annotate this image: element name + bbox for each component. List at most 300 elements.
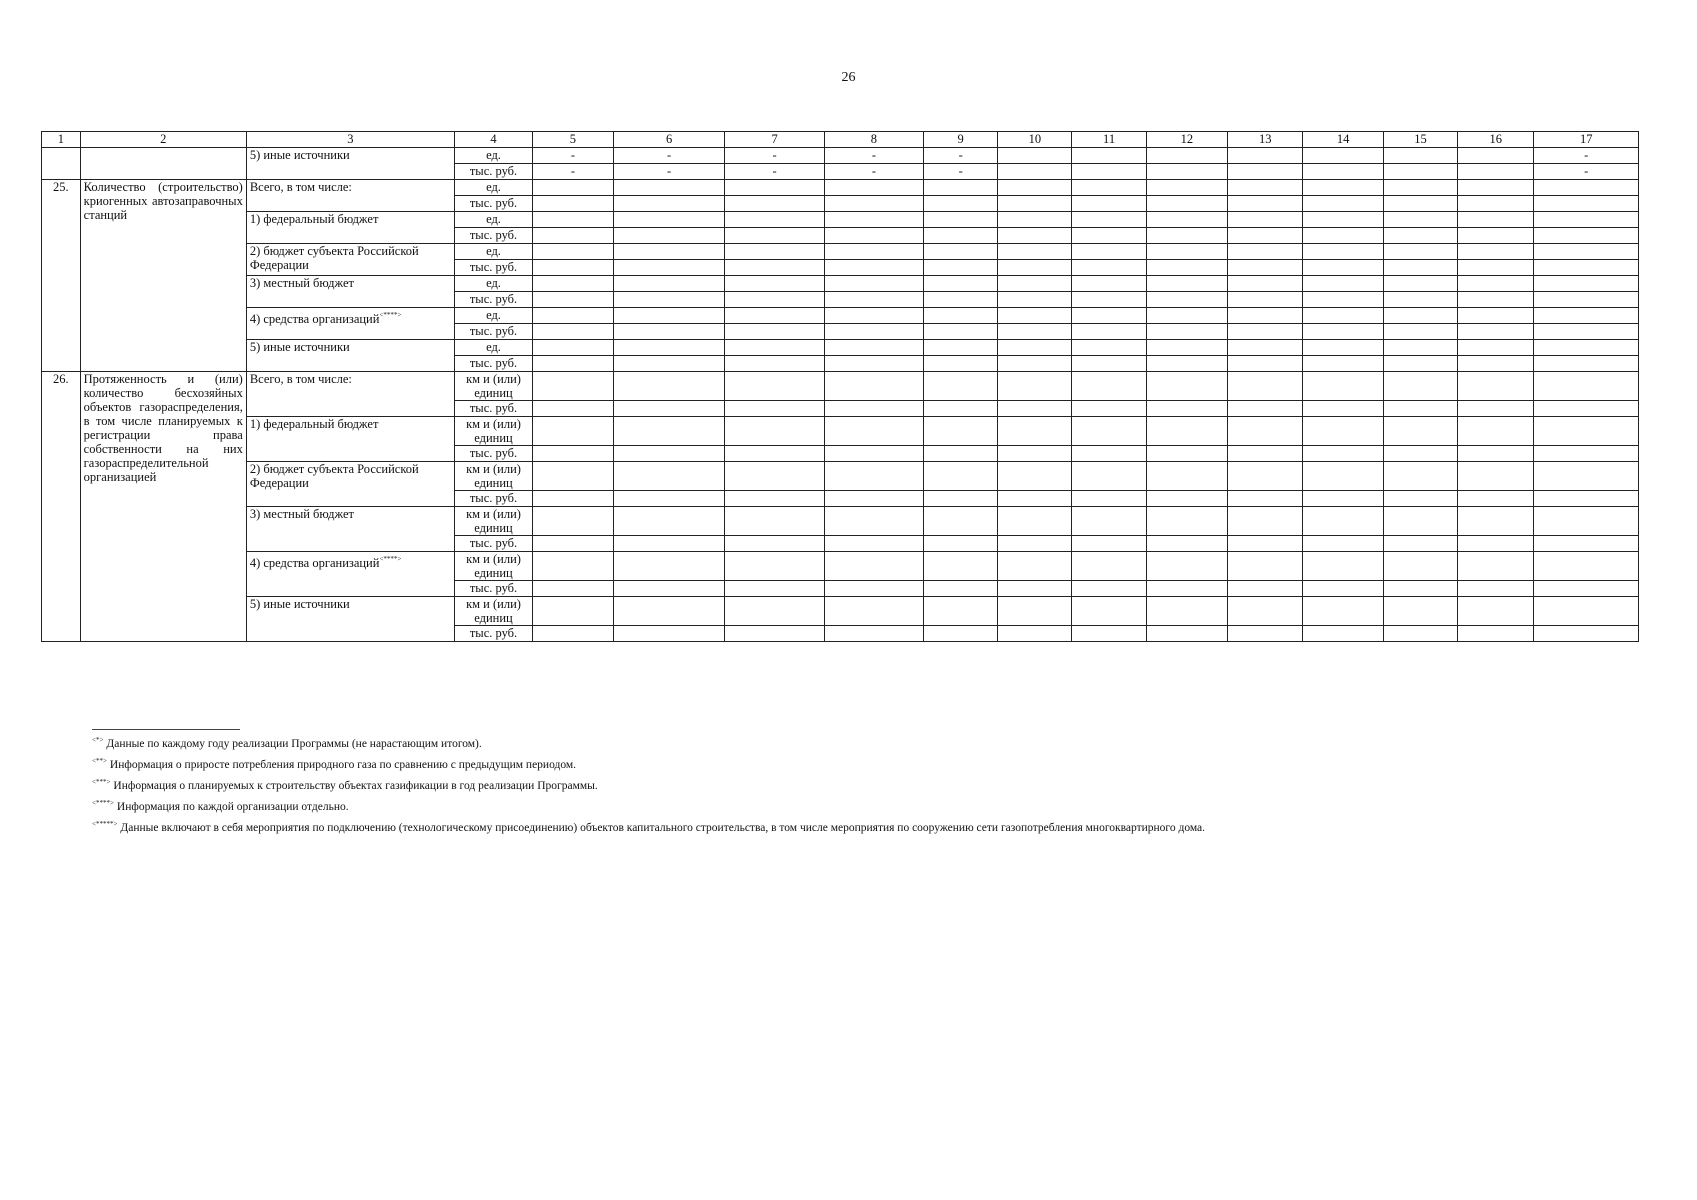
value-cell [1458, 276, 1534, 292]
value-cell [1534, 462, 1639, 491]
value-cell [1383, 597, 1457, 626]
indicator-name-cell: Протяженность и (или) количество бесхозяйных объектов газораспределения, в том числе планируемых к регистрации права собственности на них газораспределительной организацией [80, 372, 246, 642]
value-cell [725, 324, 824, 340]
value-cell [1303, 340, 1383, 356]
value-cell [1534, 324, 1639, 340]
funding-source-cell [246, 597, 454, 642]
value-cell [1303, 446, 1383, 462]
value-cell [924, 260, 998, 276]
value-cell [1146, 212, 1228, 228]
value-cell [613, 446, 725, 462]
footnote [92, 816, 1205, 837]
funding-source-label: Всего, в том числе: [249, 180, 352, 194]
footnote-text: Информация о планируемых к строительству объектах газификации в год реализации Программы. [113, 780, 598, 792]
value-cell [1303, 401, 1383, 417]
footnotes [92, 732, 1205, 837]
footnote-mark: <*****> [92, 820, 118, 828]
unit-cell: км и (или) единиц [454, 507, 532, 536]
value-cell [824, 401, 923, 417]
value-cell [824, 462, 923, 491]
column-header: 14 [1303, 132, 1383, 148]
value-cell [924, 292, 998, 308]
value-cell [1303, 491, 1383, 507]
value-cell [1383, 164, 1457, 180]
value-cell [998, 148, 1072, 164]
value-cell [1383, 292, 1457, 308]
value-cell [1146, 196, 1228, 212]
table-row [42, 340, 1639, 356]
value-cell [1303, 244, 1383, 260]
value-cell [924, 507, 998, 536]
column-header: 2 [80, 132, 246, 148]
unit-cell: тыс. руб. [454, 292, 532, 308]
value-cell [1072, 196, 1146, 212]
value-cell [1146, 507, 1228, 536]
value-cell [1072, 292, 1146, 308]
value-cell [1072, 148, 1146, 164]
value-cell [1303, 260, 1383, 276]
value-cell [1072, 164, 1146, 180]
value-cell [824, 417, 923, 446]
value-cell: - [824, 148, 923, 164]
table-row [42, 462, 1639, 491]
value-cell [725, 228, 824, 244]
value-cell [1458, 244, 1534, 260]
value-cell [613, 626, 725, 642]
value-cell [1146, 164, 1228, 180]
value-cell [1458, 292, 1534, 308]
value-cell [1383, 260, 1457, 276]
value-cell [1303, 552, 1383, 581]
value-cell [613, 552, 725, 581]
value-cell [1383, 340, 1457, 356]
value-cell [998, 260, 1072, 276]
value-cell [1146, 228, 1228, 244]
unit-cell: ед. [454, 340, 532, 356]
column-header: 10 [998, 132, 1072, 148]
value-cell [1534, 244, 1639, 260]
value-cell [613, 581, 725, 597]
value-cell [1228, 507, 1303, 536]
value-cell [533, 228, 613, 244]
value-cell [1383, 148, 1457, 164]
footnote-text: Информация по каждой организации отдельно. [116, 801, 349, 813]
unit-cell: тыс. руб. [454, 446, 532, 462]
value-cell [533, 308, 613, 324]
value-cell [924, 401, 998, 417]
value-cell [1383, 491, 1457, 507]
value-cell [924, 180, 998, 196]
value-cell [998, 626, 1072, 642]
funding-source-label: 1) федеральный бюджет [249, 212, 379, 226]
table-row [42, 212, 1639, 228]
value-cell [998, 581, 1072, 597]
value-cell [924, 491, 998, 507]
value-cell [1146, 324, 1228, 340]
value-cell [1072, 276, 1146, 292]
footnote [92, 732, 1205, 753]
value-cell [1228, 462, 1303, 491]
value-cell [924, 212, 998, 228]
value-cell [824, 276, 923, 292]
indicator-name-cell [80, 148, 246, 180]
value-cell [1303, 356, 1383, 372]
value-cell [998, 417, 1072, 446]
value-cell [998, 164, 1072, 180]
value-cell: - [725, 164, 824, 180]
value-cell [1458, 372, 1534, 401]
value-cell [1383, 417, 1457, 446]
value-cell [1146, 491, 1228, 507]
unit-cell: ед. [454, 212, 532, 228]
unit-cell: тыс. руб. [454, 581, 532, 597]
value-cell [1383, 446, 1457, 462]
value-cell [1072, 244, 1146, 260]
value-cell [1072, 180, 1146, 196]
value-cell [924, 446, 998, 462]
row-number-cell: 26. [42, 372, 81, 642]
value-cell [1228, 372, 1303, 401]
value-cell [824, 597, 923, 626]
funding-source-label: 4) средства организаций [249, 556, 380, 570]
value-cell [613, 507, 725, 536]
value-cell [1383, 372, 1457, 401]
value-cell [613, 401, 725, 417]
value-cell [725, 356, 824, 372]
column-number-row [42, 132, 1639, 148]
funding-source-cell: 5) иные источники [246, 148, 454, 180]
value-cell [1383, 212, 1457, 228]
value-cell [1303, 148, 1383, 164]
value-cell [1458, 446, 1534, 462]
value-cell [1146, 292, 1228, 308]
unit-cell: ед. [454, 276, 532, 292]
row-number-cell [42, 148, 81, 180]
value-cell [1072, 228, 1146, 244]
column-header: 6 [613, 132, 725, 148]
value-cell [998, 180, 1072, 196]
value-cell [533, 581, 613, 597]
value-cell [1534, 340, 1639, 356]
value-cell [1458, 324, 1534, 340]
value-cell [533, 324, 613, 340]
value-cell [613, 462, 725, 491]
funding-source-label: 3) местный бюджет [249, 507, 354, 521]
value-cell [1458, 196, 1534, 212]
value-cell [824, 536, 923, 552]
table-row [42, 597, 1639, 626]
program-indicators-table [41, 131, 1639, 642]
value-cell [998, 212, 1072, 228]
unit-cell: тыс. руб. [454, 401, 532, 417]
value-cell [1534, 212, 1639, 228]
unit-cell: км и (или) единиц [454, 462, 532, 491]
value-cell [1228, 552, 1303, 581]
funding-source-cell [246, 212, 454, 244]
value-cell: - [533, 148, 613, 164]
value-cell [924, 276, 998, 292]
value-cell [1228, 597, 1303, 626]
value-cell [533, 597, 613, 626]
value-cell [1534, 292, 1639, 308]
value-cell [613, 597, 725, 626]
column-header: 1 [42, 132, 81, 148]
value-cell [1383, 324, 1457, 340]
value-cell [533, 292, 613, 308]
value-cell [1383, 228, 1457, 244]
value-cell [1072, 401, 1146, 417]
value-cell [533, 401, 613, 417]
value-cell [924, 196, 998, 212]
value-cell [1228, 212, 1303, 228]
value-cell [824, 372, 923, 401]
value-cell [1303, 228, 1383, 244]
value-cell [725, 292, 824, 308]
value-cell [824, 292, 923, 308]
value-cell [1534, 260, 1639, 276]
column-header: 11 [1072, 132, 1146, 148]
value-cell [1072, 340, 1146, 356]
value-cell [1458, 340, 1534, 356]
value-cell [924, 581, 998, 597]
value-cell [725, 536, 824, 552]
funding-source-cell [246, 308, 454, 340]
value-cell [1303, 292, 1383, 308]
value-cell [824, 244, 923, 260]
value-cell [824, 324, 923, 340]
value-cell [998, 228, 1072, 244]
value-cell [924, 372, 998, 401]
value-cell [1228, 340, 1303, 356]
funding-source-cell [246, 552, 454, 597]
unit-cell: км и (или) единиц [454, 372, 532, 401]
value-cell [613, 536, 725, 552]
table-row [42, 552, 1639, 581]
value-cell [533, 536, 613, 552]
footnote [92, 795, 1205, 816]
value-cell [1458, 581, 1534, 597]
value-cell [1534, 626, 1639, 642]
value-cell [613, 196, 725, 212]
value-cell: - [1534, 148, 1639, 164]
footnote [92, 774, 1205, 795]
value-cell [998, 552, 1072, 581]
value-cell [1458, 507, 1534, 536]
value-cell [1146, 276, 1228, 292]
value-cell [533, 462, 613, 491]
value-cell [998, 308, 1072, 324]
value-cell [1228, 401, 1303, 417]
value-cell [1303, 581, 1383, 597]
unit-cell: тыс. руб. [454, 626, 532, 642]
value-cell [924, 536, 998, 552]
value-cell [533, 491, 613, 507]
unit-cell: тыс. руб. [454, 164, 532, 180]
value-cell [1228, 244, 1303, 260]
table-row [42, 276, 1639, 292]
value-cell [998, 372, 1072, 401]
value-cell [1303, 597, 1383, 626]
column-header: 8 [824, 132, 923, 148]
value-cell [924, 340, 998, 356]
value-cell [1383, 276, 1457, 292]
value-cell [533, 260, 613, 276]
table-row [42, 308, 1639, 324]
table-row [42, 507, 1639, 536]
footnote-mark: <***> [92, 778, 111, 786]
unit-cell: тыс. руб. [454, 356, 532, 372]
value-cell [1228, 292, 1303, 308]
value-cell [613, 260, 725, 276]
value-cell [1072, 491, 1146, 507]
value-cell [1146, 260, 1228, 276]
value-cell [998, 324, 1072, 340]
value-cell [1072, 446, 1146, 462]
value-cell [924, 462, 998, 491]
value-cell [1228, 180, 1303, 196]
funding-source-cell [246, 244, 454, 276]
value-cell [1146, 462, 1228, 491]
value-cell [998, 491, 1072, 507]
column-header: 4 [454, 132, 532, 148]
value-cell [613, 491, 725, 507]
footnote-mark: <****> [379, 311, 402, 319]
value-cell [613, 372, 725, 401]
column-header: 16 [1458, 132, 1534, 148]
value-cell [924, 244, 998, 260]
value-cell [924, 552, 998, 581]
value-cell [1228, 276, 1303, 292]
value-cell [1228, 324, 1303, 340]
value-cell [998, 597, 1072, 626]
value-cell [1228, 308, 1303, 324]
funding-source-label: Всего, в том числе: [249, 372, 352, 386]
value-cell [1228, 228, 1303, 244]
footnote-text: Информация о приросте потребления природного газа по сравнению с предыдущим периодом. [109, 759, 577, 771]
value-cell [1146, 401, 1228, 417]
value-cell [1072, 462, 1146, 491]
value-cell [1458, 552, 1534, 581]
unit-cell: тыс. руб. [454, 196, 532, 212]
value-cell [1534, 552, 1639, 581]
value-cell [1458, 308, 1534, 324]
column-header: 5 [533, 132, 613, 148]
value-cell [1072, 356, 1146, 372]
value-cell [1072, 308, 1146, 324]
value-cell [1228, 417, 1303, 446]
value-cell [1146, 597, 1228, 626]
value-cell [824, 446, 923, 462]
value-cell [1458, 212, 1534, 228]
value-cell [1303, 626, 1383, 642]
value-cell [1383, 462, 1457, 491]
value-cell [1458, 491, 1534, 507]
funding-source-cell [246, 276, 454, 308]
value-cell [725, 260, 824, 276]
value-cell [924, 597, 998, 626]
value-cell [1072, 536, 1146, 552]
value-cell [824, 228, 923, 244]
value-cell [1383, 356, 1457, 372]
table-row [42, 372, 1639, 401]
value-cell [1534, 196, 1639, 212]
value-cell [998, 446, 1072, 462]
value-cell [1534, 536, 1639, 552]
value-cell [1383, 507, 1457, 536]
value-cell [824, 340, 923, 356]
funding-source-label: 2) бюджет субъекта Российской Федерации [249, 462, 419, 490]
value-cell [1303, 462, 1383, 491]
value-cell [725, 308, 824, 324]
footnote-mark: <*> [92, 736, 104, 744]
unit-cell: ед. [454, 244, 532, 260]
value-cell: - [924, 148, 998, 164]
value-cell: - [924, 164, 998, 180]
value-cell [1534, 507, 1639, 536]
value-cell [1383, 552, 1457, 581]
value-cell [1146, 446, 1228, 462]
value-cell [824, 180, 923, 196]
value-cell [1534, 372, 1639, 401]
column-header: 3 [246, 132, 454, 148]
value-cell [1458, 164, 1534, 180]
value-cell [998, 462, 1072, 491]
value-cell [824, 626, 923, 642]
value-cell [998, 244, 1072, 260]
value-cell: - [533, 164, 613, 180]
value-cell [924, 417, 998, 446]
value-cell [1383, 244, 1457, 260]
value-cell [1534, 446, 1639, 462]
funding-source-label: 5) иные источники [249, 340, 350, 354]
value-cell [1072, 417, 1146, 446]
value-cell [533, 446, 613, 462]
footnote-mark: <****> [92, 799, 114, 807]
value-cell [1534, 276, 1639, 292]
table-row [42, 417, 1639, 446]
value-cell [824, 507, 923, 536]
value-cell [1228, 356, 1303, 372]
value-cell [1146, 180, 1228, 196]
value-cell [1303, 180, 1383, 196]
value-cell [924, 228, 998, 244]
value-cell: - [725, 148, 824, 164]
table-row [42, 244, 1639, 260]
value-cell [998, 507, 1072, 536]
value-cell [1458, 356, 1534, 372]
value-cell [613, 308, 725, 324]
value-cell [1534, 401, 1639, 417]
value-cell [924, 308, 998, 324]
value-cell [1383, 196, 1457, 212]
column-header: 9 [924, 132, 998, 148]
value-cell [1383, 401, 1457, 417]
funding-source-label: 1) федеральный бюджет [249, 417, 379, 431]
value-cell [1228, 164, 1303, 180]
value-cell [725, 446, 824, 462]
value-cell [1383, 180, 1457, 196]
value-cell [1072, 581, 1146, 597]
value-cell [613, 276, 725, 292]
value-cell [1146, 356, 1228, 372]
column-header: 17 [1534, 132, 1639, 148]
value-cell [725, 507, 824, 536]
column-header: 12 [1146, 132, 1228, 148]
value-cell [725, 401, 824, 417]
value-cell [725, 491, 824, 507]
value-cell [725, 372, 824, 401]
footnote [92, 753, 1205, 774]
